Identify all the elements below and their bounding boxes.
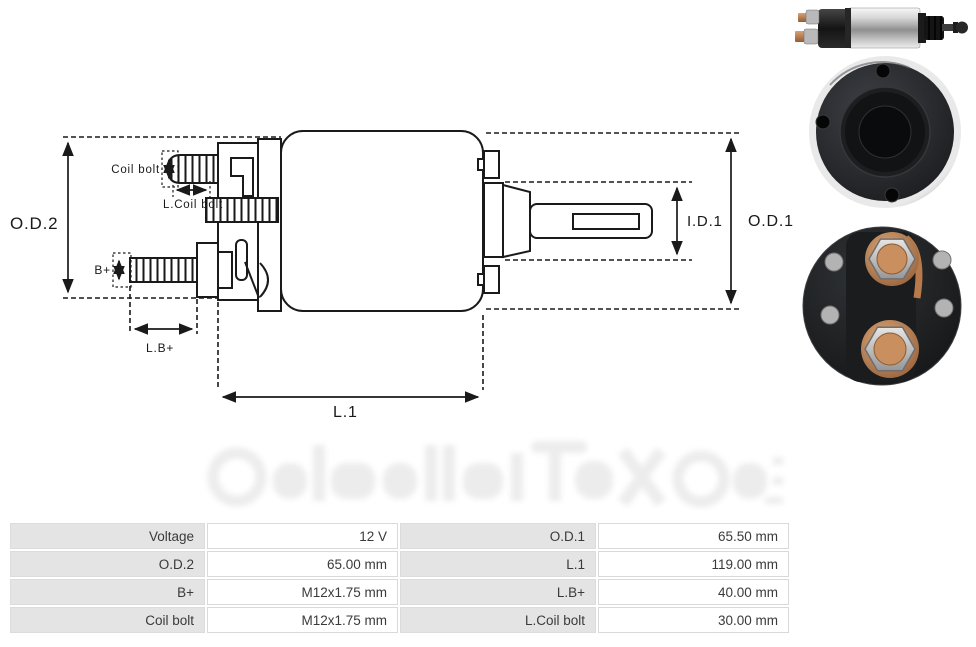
watermark-ghost-logo <box>145 433 790 517</box>
spec-label: O.D.1 <box>400 523 596 549</box>
b-plus-hex-nut <box>197 243 218 297</box>
spec-value: 12 V <box>207 523 398 549</box>
photo-front-view <box>803 227 961 385</box>
screw-top-right <box>933 251 951 269</box>
od2-label: O.D.2 <box>10 214 59 233</box>
product-photos <box>790 0 976 430</box>
front-tab-bottom <box>484 266 499 293</box>
front-tab-top <box>484 151 499 178</box>
spec-value: 40.00 mm <box>598 579 789 605</box>
plunger-root <box>484 183 503 257</box>
id1-label: I.D.1 <box>687 213 723 230</box>
plunger-cone <box>503 185 530 257</box>
terminal-stud-bottom <box>874 333 906 365</box>
l-b-plus-label: L.B+ <box>146 341 175 355</box>
terminal-nut-top <box>806 10 819 24</box>
rod-end-knob <box>956 22 968 34</box>
contact-stud <box>236 240 247 280</box>
spec-value: M12x1.75 mm <box>207 579 398 605</box>
spec-label: Coil bolt <box>10 607 205 633</box>
front-tab-top-notch <box>478 159 484 170</box>
solenoid-outline <box>130 131 652 311</box>
cap-ring <box>845 8 851 48</box>
spec-value: 65.50 mm <box>598 523 789 549</box>
plunger-slot <box>573 214 639 229</box>
spec-label: O.D.2 <box>10 551 205 577</box>
front-tab-bottom-notch <box>478 274 484 285</box>
coil-bolt-label: Coil bolt <box>111 164 160 176</box>
watermark <box>145 433 790 517</box>
terminal-nut-bottom <box>804 29 818 44</box>
spec-label: L.1 <box>400 551 596 577</box>
b-plus-label: B+ <box>94 263 111 277</box>
back-hole-bottom <box>885 188 899 202</box>
back-center-recess <box>859 106 911 158</box>
od1-label: O.D.1 <box>748 213 794 230</box>
l1-label: L.1 <box>333 404 358 421</box>
back-hole-top <box>876 64 890 78</box>
spec-value: M12x1.75 mm <box>207 607 398 633</box>
spec-value: 65.00 mm <box>207 551 398 577</box>
coil-bolt-terminal <box>168 155 218 183</box>
photo-back-view <box>809 56 961 208</box>
spec-label: L.Coil bolt <box>400 607 596 633</box>
screw-bottom-left <box>821 306 839 324</box>
spec-value: 30.00 mm <box>598 607 789 633</box>
b-plus-washer <box>218 252 232 288</box>
back-hole-left <box>816 115 830 129</box>
flange-inner-column <box>258 139 281 311</box>
screw-top-left <box>825 253 843 271</box>
b-plus-terminal-bolt <box>130 258 197 282</box>
solenoid-body <box>281 131 483 311</box>
terminal-stud-top <box>877 244 907 274</box>
spec-value: 119.00 mm <box>598 551 789 577</box>
photo-side-view <box>795 8 968 48</box>
screw-bottom-right <box>935 299 953 317</box>
spec-label: Voltage <box>10 523 205 549</box>
spec-label: L.B+ <box>400 579 596 605</box>
solenoid-chrome-body <box>848 8 920 48</box>
watermark-shapes <box>213 441 783 504</box>
spec-label: B+ <box>10 579 205 605</box>
spec-table <box>10 523 789 633</box>
l-coil-bolt-label: L.Coil bolt <box>163 199 223 211</box>
